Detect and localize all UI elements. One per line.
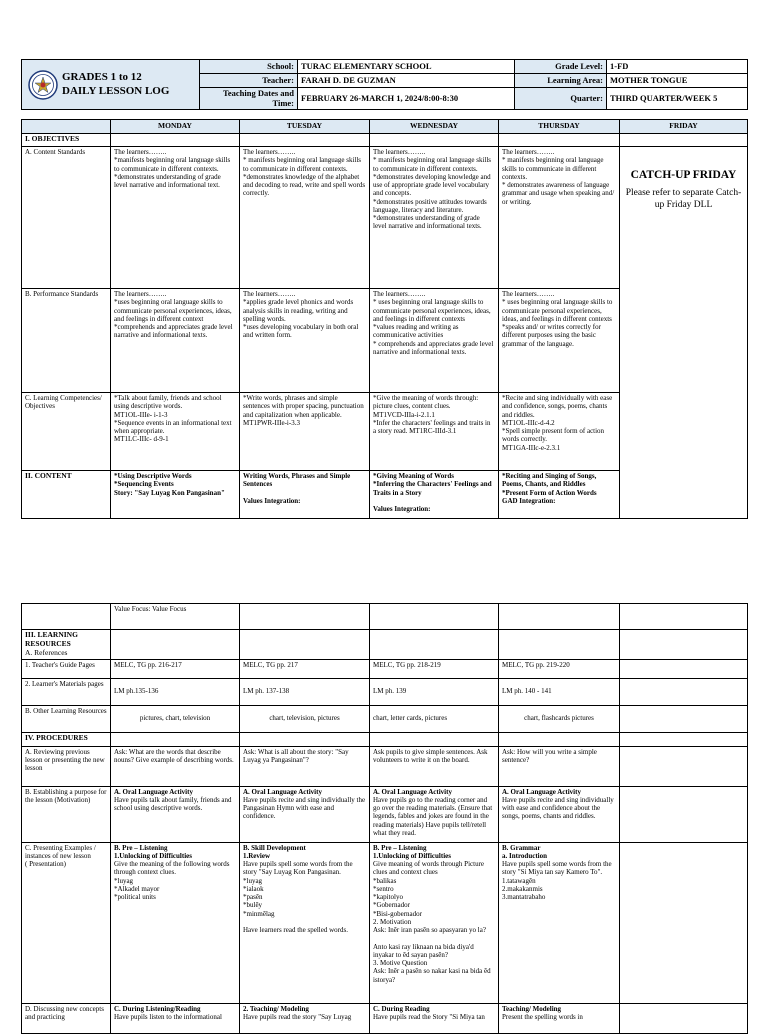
blank-cell — [111, 134, 240, 147]
content-monday: *Using Descriptive Words *Sequencing Events Story: "Say Luyag Kon Pangasinan" — [111, 471, 240, 519]
purpose-thursday — [499, 786, 620, 842]
objectives-table — [21, 119, 748, 519]
discussing-wednesday-title: C. During Reading — [373, 1004, 430, 1013]
content-standards-label: A. Content Standards — [22, 147, 111, 289]
competencies-monday: *Talk about family, friends and school using descriptive words. MT1OL-IIIe- i-1-3 *Sequence events in an informational text when appropriate. MT1LC-IIIc- d-9-1 — [111, 393, 240, 471]
blank-cell — [499, 630, 620, 660]
blank-cell — [240, 630, 370, 660]
purpose-monday — [111, 786, 240, 842]
discussing-label: D. Discussing new concepts and practicing — [22, 1003, 111, 1033]
header-title-line1: GRADES 1 to 12 — [62, 71, 142, 84]
grade-label: Grade Level: — [515, 60, 607, 74]
teachers-guide-monday: MELC, TG pp. 216-217 — [111, 659, 240, 678]
blank-cell — [370, 732, 499, 746]
presenting-monday-text: Give the meaning of the following words through context clues. *luyag *Alkadel mayor *political units — [114, 860, 230, 902]
teachers-guide-thursday: MELC, TG pp. 219-220 — [499, 659, 620, 678]
other-resources-monday: pictures, chart, television — [111, 705, 240, 732]
friday-note: Please refer to separate Catch-up Friday DLL — [625, 188, 742, 211]
blank-cell — [620, 732, 748, 746]
blank-cell — [620, 678, 748, 705]
reviewing-thursday: Ask: How will you write a simple sentence? — [499, 746, 620, 786]
learners-materials-label: 2. Learner's Materials pages — [22, 678, 111, 705]
friday-title: CATCH-UP FRIDAY — [630, 169, 737, 181]
blank-cell — [620, 1003, 748, 1033]
blank-cell — [240, 134, 370, 147]
blank-cell — [499, 134, 620, 147]
school-value: TURAC ELEMENTARY SCHOOL — [298, 60, 515, 74]
friday-catch-up-cell — [620, 147, 748, 519]
blank-cell — [620, 630, 748, 660]
purpose-wednesday — [370, 786, 499, 842]
other-resources-thursday: chart, flashcards pictures — [499, 705, 620, 732]
discussing-monday — [111, 1003, 240, 1033]
learners-materials-monday: LM ph.135-136 — [111, 678, 240, 705]
blank-cell — [111, 630, 240, 660]
presenting-wednesday-title: B. Pre – Listening 1.Unlocking of Difficulties — [373, 843, 451, 860]
learners-materials-tuesday: LM ph. 137-138 — [240, 678, 370, 705]
purpose-thursday-title: A. Oral Language Activity — [502, 787, 581, 796]
grade-value: 1-FD — [607, 60, 748, 74]
content-standards-thursday: The learners…….. * manifests beginning oral language skills to communicate in different contexts. * demonstrates awareness of language grammar and usage when speaking and/ or writing. — [499, 147, 620, 289]
discussing-wednesday — [370, 1003, 499, 1033]
school-label: School: — [200, 60, 298, 74]
purpose-label: B. Establishing a purpose for the lesson (Motivation) — [22, 786, 111, 842]
blank-cell — [240, 604, 370, 630]
reviewing-tuesday: Ask: What is all about the story: "Say Luyag ya Pangasinan"? — [240, 746, 370, 786]
learners-materials-wednesday: LM ph. 139 — [370, 678, 499, 705]
performance-standards-monday: The learners…….. *uses beginning oral language skills to communicate personal experiences, ideas, and feelings in different context *comprehends and appreciates grade level narrative and informational texts. — [111, 289, 240, 393]
purpose-tuesday-text: Have pupils recite and sing individually the Pangasinan Hymn with ease and confidence. — [243, 795, 366, 821]
blank-cell — [499, 732, 620, 746]
presenting-wednesday-text: Give meaning of words through Picture clues and context clues *balikas *sentro *kapitolyo *Gobernador *Bisi-gobernador 2. Motivation Ask: Inēr iran pasēn so apasyaran yo la? Anto kasi ray liknaan na bida diya'd inyakar to ēd sayan pasēn? 3. Motive Question Ask: Inēr a pasēn so nakar kasi na bida ēd istorya? — [373, 860, 491, 984]
header-logo-cell — [22, 60, 200, 110]
presenting-wednesday — [370, 842, 499, 1003]
blank-cell — [111, 732, 240, 746]
day-header-blank — [22, 120, 111, 134]
competencies-tuesday: *Write words, phrases and simple sentences with proper spacing, punctuation and capitalization when applicable. MT1PWR-IIIe-i-3.3 — [240, 393, 370, 471]
procedures-table — [21, 603, 748, 1034]
discussing-thursday — [499, 1003, 620, 1033]
presenting-thursday-text: Have pupils spell some words from the story "Si Miya tan say Kamero To". 1.tatawagēn 2.makakanmis 3.mantatrabaho — [502, 860, 612, 902]
blank-cell — [240, 732, 370, 746]
performance-standards-tuesday: The learners…….. *applies grade level phonics and words analysis skills in reading, writing and spelling words. *uses developing vocabulary in both oral and written form. — [240, 289, 370, 393]
presenting-tuesday-text: Have pupils spell some words from the story "Say Luyag Kon Pangasinan. *luyag *ialaok *pasēn *bulēy *minmēlag Have learners read the spelled words. — [243, 860, 353, 935]
area-value: MOTHER TONGUE — [607, 74, 748, 88]
purpose-thursday-text: Have pupils recite and sing individually with ease and confidence about the songs, poems, chants and riddles. — [502, 795, 614, 821]
day-header-monday: MONDAY — [111, 120, 240, 134]
competencies-thursday: *Recite and sing individually with ease and confidence, songs, poems, chants and riddles. MT1OL-IIIc-d-4.2 *Spell simple present form of action words correctly. MT1GA-IIIc-e-2.3.1 — [499, 393, 620, 471]
content-thursday: *Reciting and Singing of Songs, Poems, Chants, and Riddles *Present Form of Action Words GAD Integration: — [499, 471, 620, 519]
competencies-wednesday: *Give the meaning of words through: picture clues, content clues. MT1VCD-IIIa-i-2.1.1 *Infer the characters' feelings and traits in a story read. MT1RC-IIId-3.1 — [370, 393, 499, 471]
learning-resources-heading — [22, 630, 111, 660]
quarter-value: THIRD QUARTER/WEEK 5 — [607, 88, 748, 110]
teachers-guide-wednesday: MELC, TG pp. 218-219 — [370, 659, 499, 678]
reviewing-label: A. Reviewing previous lesson or presenting the new lesson — [22, 746, 111, 786]
blank-cell — [620, 604, 748, 630]
day-header-tuesday: TUESDAY — [240, 120, 370, 134]
teacher-value: FARAH D. DE GUZMAN — [298, 74, 515, 88]
learning-resources-title: III. LEARNING RESOURCES — [25, 630, 78, 648]
blank-cell — [620, 659, 748, 678]
competencies-label: C. Learning Competencies/ Objectives — [22, 393, 111, 471]
content-standards-tuesday: The learners…….. * manifests beginning oral language skills to communicate in different contexts. *demonstrates knowledge of the alphabet and decoding to read, write and spell words correctly. — [240, 147, 370, 289]
reviewing-wednesday: Ask pupils to give simple sentences. Ask volunteers to write it on the board. — [370, 746, 499, 786]
day-header-friday: FRIDAY — [620, 120, 748, 134]
blank-cell — [370, 604, 499, 630]
area-label: Learning Area: — [515, 74, 607, 88]
other-resources-wednesday: chart, letter cards, pictures — [370, 705, 499, 732]
day-header-thursday: THURSDAY — [499, 120, 620, 134]
performance-standards-wednesday: The learners…….. * uses beginning oral language skills to communicate personal experiences, ideas, and feelings in different contexts *values reading and writing as communicative activities * comprehends and appreciates grade level narrative and informational texts. — [370, 289, 499, 393]
blank-cell — [370, 134, 499, 147]
blank-cell — [499, 604, 620, 630]
dates-value: FEBRUARY 26-MARCH 1, 2024/8:00-8:30 — [298, 88, 515, 110]
presenting-thursday — [499, 842, 620, 1003]
discussing-tuesday — [240, 1003, 370, 1033]
content-wednesday: *Giving Meaning of Words *Inferring the Characters' Feelings and Traits in a Story Values Integration: — [370, 471, 499, 519]
purpose-wednesday-title: A. Oral Language Activity — [373, 787, 452, 796]
value-focus: Value Focus: Value Focus — [111, 604, 240, 630]
presenting-thursday-title: B. Grammar a. Introduction — [502, 843, 547, 860]
discussing-tuesday-text: Have pupils read the story "Say Luyag — [243, 1012, 352, 1021]
header-title-line2: DAILY LESSON LOG — [62, 84, 170, 97]
purpose-monday-title: A. Oral Language Activity — [114, 787, 193, 796]
blank-cell — [620, 134, 748, 147]
learners-materials-thursday: LM ph. 140 - 141 — [499, 678, 620, 705]
day-header-wednesday: WEDNESDAY — [370, 120, 499, 134]
references-label: A. References — [25, 647, 68, 657]
other-resources-tuesday: chart, television, pictures — [240, 705, 370, 732]
blank-cell — [22, 604, 111, 630]
blank-cell — [620, 842, 748, 1003]
discussing-tuesday-title: 2. Teaching/ Modeling — [243, 1004, 309, 1013]
content-heading: II. CONTENT — [22, 471, 111, 519]
presenting-tuesday-title: B. Skill Development 1.Review — [243, 843, 306, 860]
procedures-heading: IV. PROCEDURES — [22, 732, 111, 746]
performance-standards-thursday: The learners…….. * uses beginning oral language skills to communicate personal experiences, ideas, and feelings in different contexts *speaks and/ or writes correctly for different purposes using the basic grammar of the language. — [499, 289, 620, 393]
blank-cell — [620, 746, 748, 786]
purpose-monday-text: Have pupils talk about family, friends and school using descriptive words. — [114, 795, 232, 813]
performance-standards-label: B. Performance Standards — [22, 289, 111, 393]
presenting-label: C. Presenting Examples / instances of new lesson ( Presentation) — [22, 842, 111, 1003]
blank-cell — [620, 786, 748, 842]
presenting-tuesday — [240, 842, 370, 1003]
teachers-guide-label: 1. Teacher's Guide Pages — [22, 659, 111, 678]
other-resources-label: B. Other Learning Resources — [22, 705, 111, 732]
blank-cell — [620, 705, 748, 732]
content-standards-monday: The learners…….. *manifests beginning oral language skills to communicate in different contexts. *demonstrates understanding of grade level narrative and informational text. — [111, 147, 240, 289]
dates-label: Teaching Dates and Time: — [200, 88, 298, 110]
purpose-tuesday — [240, 786, 370, 842]
objectives-heading: I. OBJECTIVES — [22, 134, 111, 147]
teacher-label: Teacher: — [200, 74, 298, 88]
discussing-monday-text: Have pupils listen to the informational — [114, 1012, 222, 1021]
discussing-thursday-title: Teaching/ Modeling — [502, 1004, 562, 1013]
deped-seal-icon — [28, 70, 58, 100]
discussing-thursday-text: Present the spelling words in — [502, 1012, 583, 1021]
header-table — [21, 59, 748, 110]
presenting-monday-title: B. Pre – Listening 1.Unlocking of Difficulties — [114, 843, 192, 860]
discussing-wednesday-text: Have pupils read the Story "Si Miya tan — [373, 1012, 485, 1021]
content-tuesday: Writing Words, Phrases and Simple Sentences Values Integration: — [240, 471, 370, 519]
purpose-wednesday-text: Have pupils go to the reading corner and go over the reading materials. (Ensure that legends, fables and jokes are found in the reading materials) Have pupils tell/retell what they read. — [373, 795, 493, 837]
presenting-monday — [111, 842, 240, 1003]
content-standards-wednesday: The learners…….. * manifests beginning oral language skills to communicate in different contexts. *demonstrates developing knowledge and use of appropriate grade level vocabulary and concepts. *demonstrates positive attitudes towards language, literacy and literature. *demonstrates understanding of grade level narrative and informational texts. — [370, 147, 499, 289]
reviewing-monday: Ask: What are the words that describe nouns? Give example of describing words. — [111, 746, 240, 786]
teachers-guide-tuesday: MELC, TG pp. 217 — [240, 659, 370, 678]
discussing-monday-title: C. During Listening/Reading — [114, 1004, 201, 1013]
purpose-tuesday-title: A. Oral Language Activity — [243, 787, 322, 796]
blank-cell — [370, 630, 499, 660]
quarter-label: Quarter: — [515, 88, 607, 110]
